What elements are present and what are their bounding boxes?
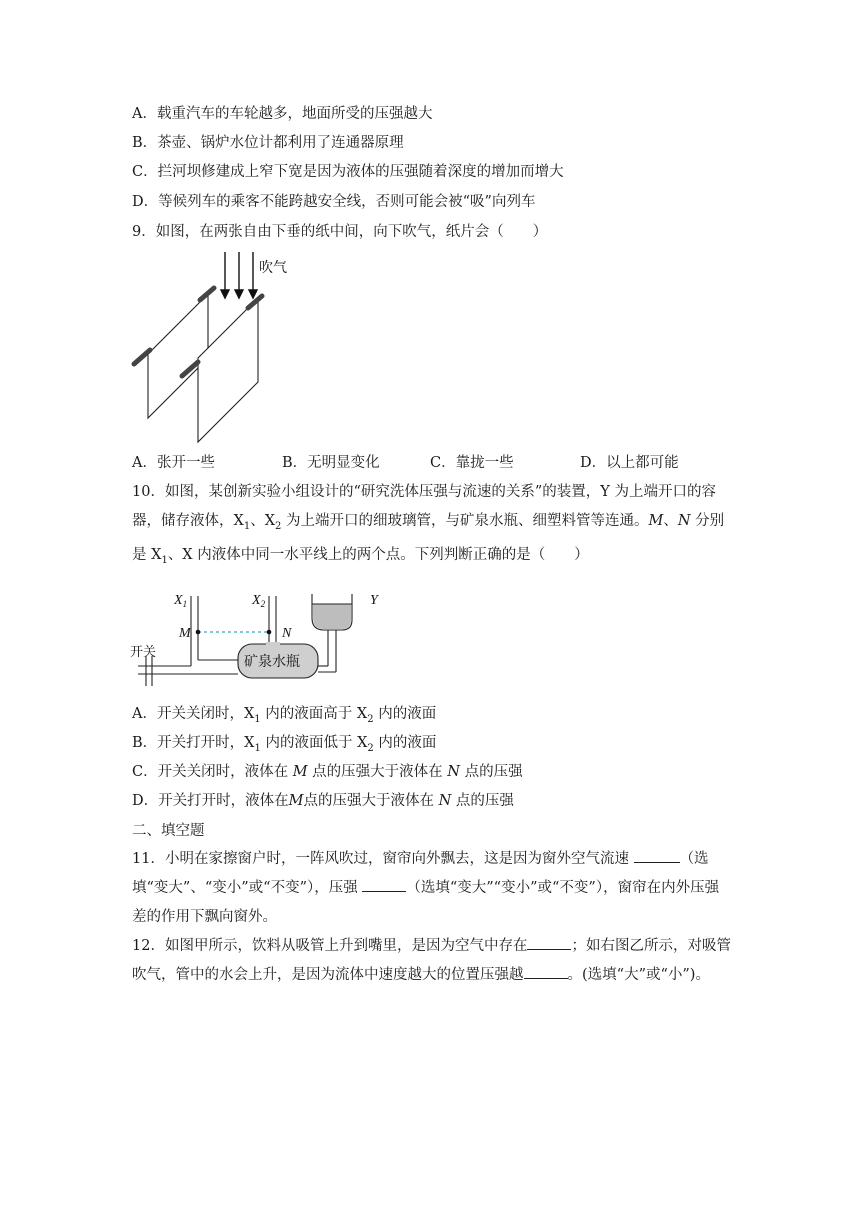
q8-option-d: D．等候列车的乘客不能跨越安全线，否则可能会被“吸”向列车 — [132, 194, 536, 210]
q11-blank-1[interactable] — [634, 848, 680, 863]
x1-label: $X_1$ — [174, 593, 188, 609]
q12-text: 12．如图甲所示，饮料从吸管上升到嘴里，是因为空气中存在 ；如右图乙所示，对吸管吹气，管中的水会上升，是因为流体中速度越大的位置压强越 。(选填“大”或“小”)。 — [132, 932, 732, 990]
q8-option-a: A．载重汽车的车轮越多，地面所受的压强越大 — [132, 106, 433, 122]
apparatus-figure — [128, 582, 388, 692]
x2-label: $X_2$ — [252, 593, 266, 609]
q11-text: 11．小明在家擦窗户时，一阵风吹过，窗帘向外飘去，这是因为窗外空气流速 （选填“变大”、“变小”或“不变”），压强 （选填“变大”“变小”或“不变”），窗帘在内外压强差的作用下飘向窗外。 — [132, 845, 732, 932]
section-heading: 二、填空题 — [132, 823, 205, 839]
q10-stem: 10．如图，某创新实验小组设计的“研究洗体压强与流速的关系”的装置，Y 为上端开口的容器，储存液体，$X_1$、$X_2$ 为上端开口的细玻璃管，与矿泉水瓶、细塑料管等连通。M、N 分别是 $X_1$、X 内液体中同一水平线上的两个点。下列判断正确的是（ ） — [132, 484, 725, 566]
q8-option-c: C．拦河坝修建成上窄下宽是因为液体的压强随着深度的增加而增大 — [132, 164, 564, 180]
q10-option-d: D．开关打开时，液体在M点的压强大于液体在 N 点的压强 — [132, 793, 514, 809]
q9-option-b: B．无明显变化 — [282, 455, 380, 471]
q10-option-c: C．开关关闭时，液体在 M 点的压强大于液体在 N 点的压强 — [132, 764, 523, 780]
q10-option-b: B．开关打开时，$X_1$ 内的液面低于 $X_2$ 内的液面 — [132, 735, 437, 754]
q10-option-a: A．开关关闭时，$X_1$ 内的液面高于 $X_2$ 内的液面 — [132, 706, 437, 725]
q12-blank-1[interactable] — [527, 935, 571, 950]
q12-blank-2[interactable] — [524, 964, 568, 979]
n-label: N — [282, 626, 292, 641]
q8-option-b: B．茶壶、锅炉水位计都利用了连通器原理 — [132, 135, 404, 151]
switch-label: 开关 — [130, 645, 157, 660]
q9-option-a: A．张开一些 — [132, 455, 215, 471]
bottle-label: 矿泉水瓶 — [244, 654, 300, 670]
paper-figure — [128, 246, 298, 446]
m-label: M — [179, 626, 191, 641]
q9-option-c: C．靠拢一些 — [430, 455, 514, 471]
q9-option-d: D．以上都可能 — [580, 455, 679, 471]
q11-blank-2[interactable] — [362, 877, 406, 892]
q9-stem: 9．如图，在两张自由下垂的纸中间，向下吹气，纸片会（ ） — [132, 224, 548, 240]
y-label: Y — [370, 593, 378, 608]
blow-label: 吹气 — [259, 260, 287, 276]
